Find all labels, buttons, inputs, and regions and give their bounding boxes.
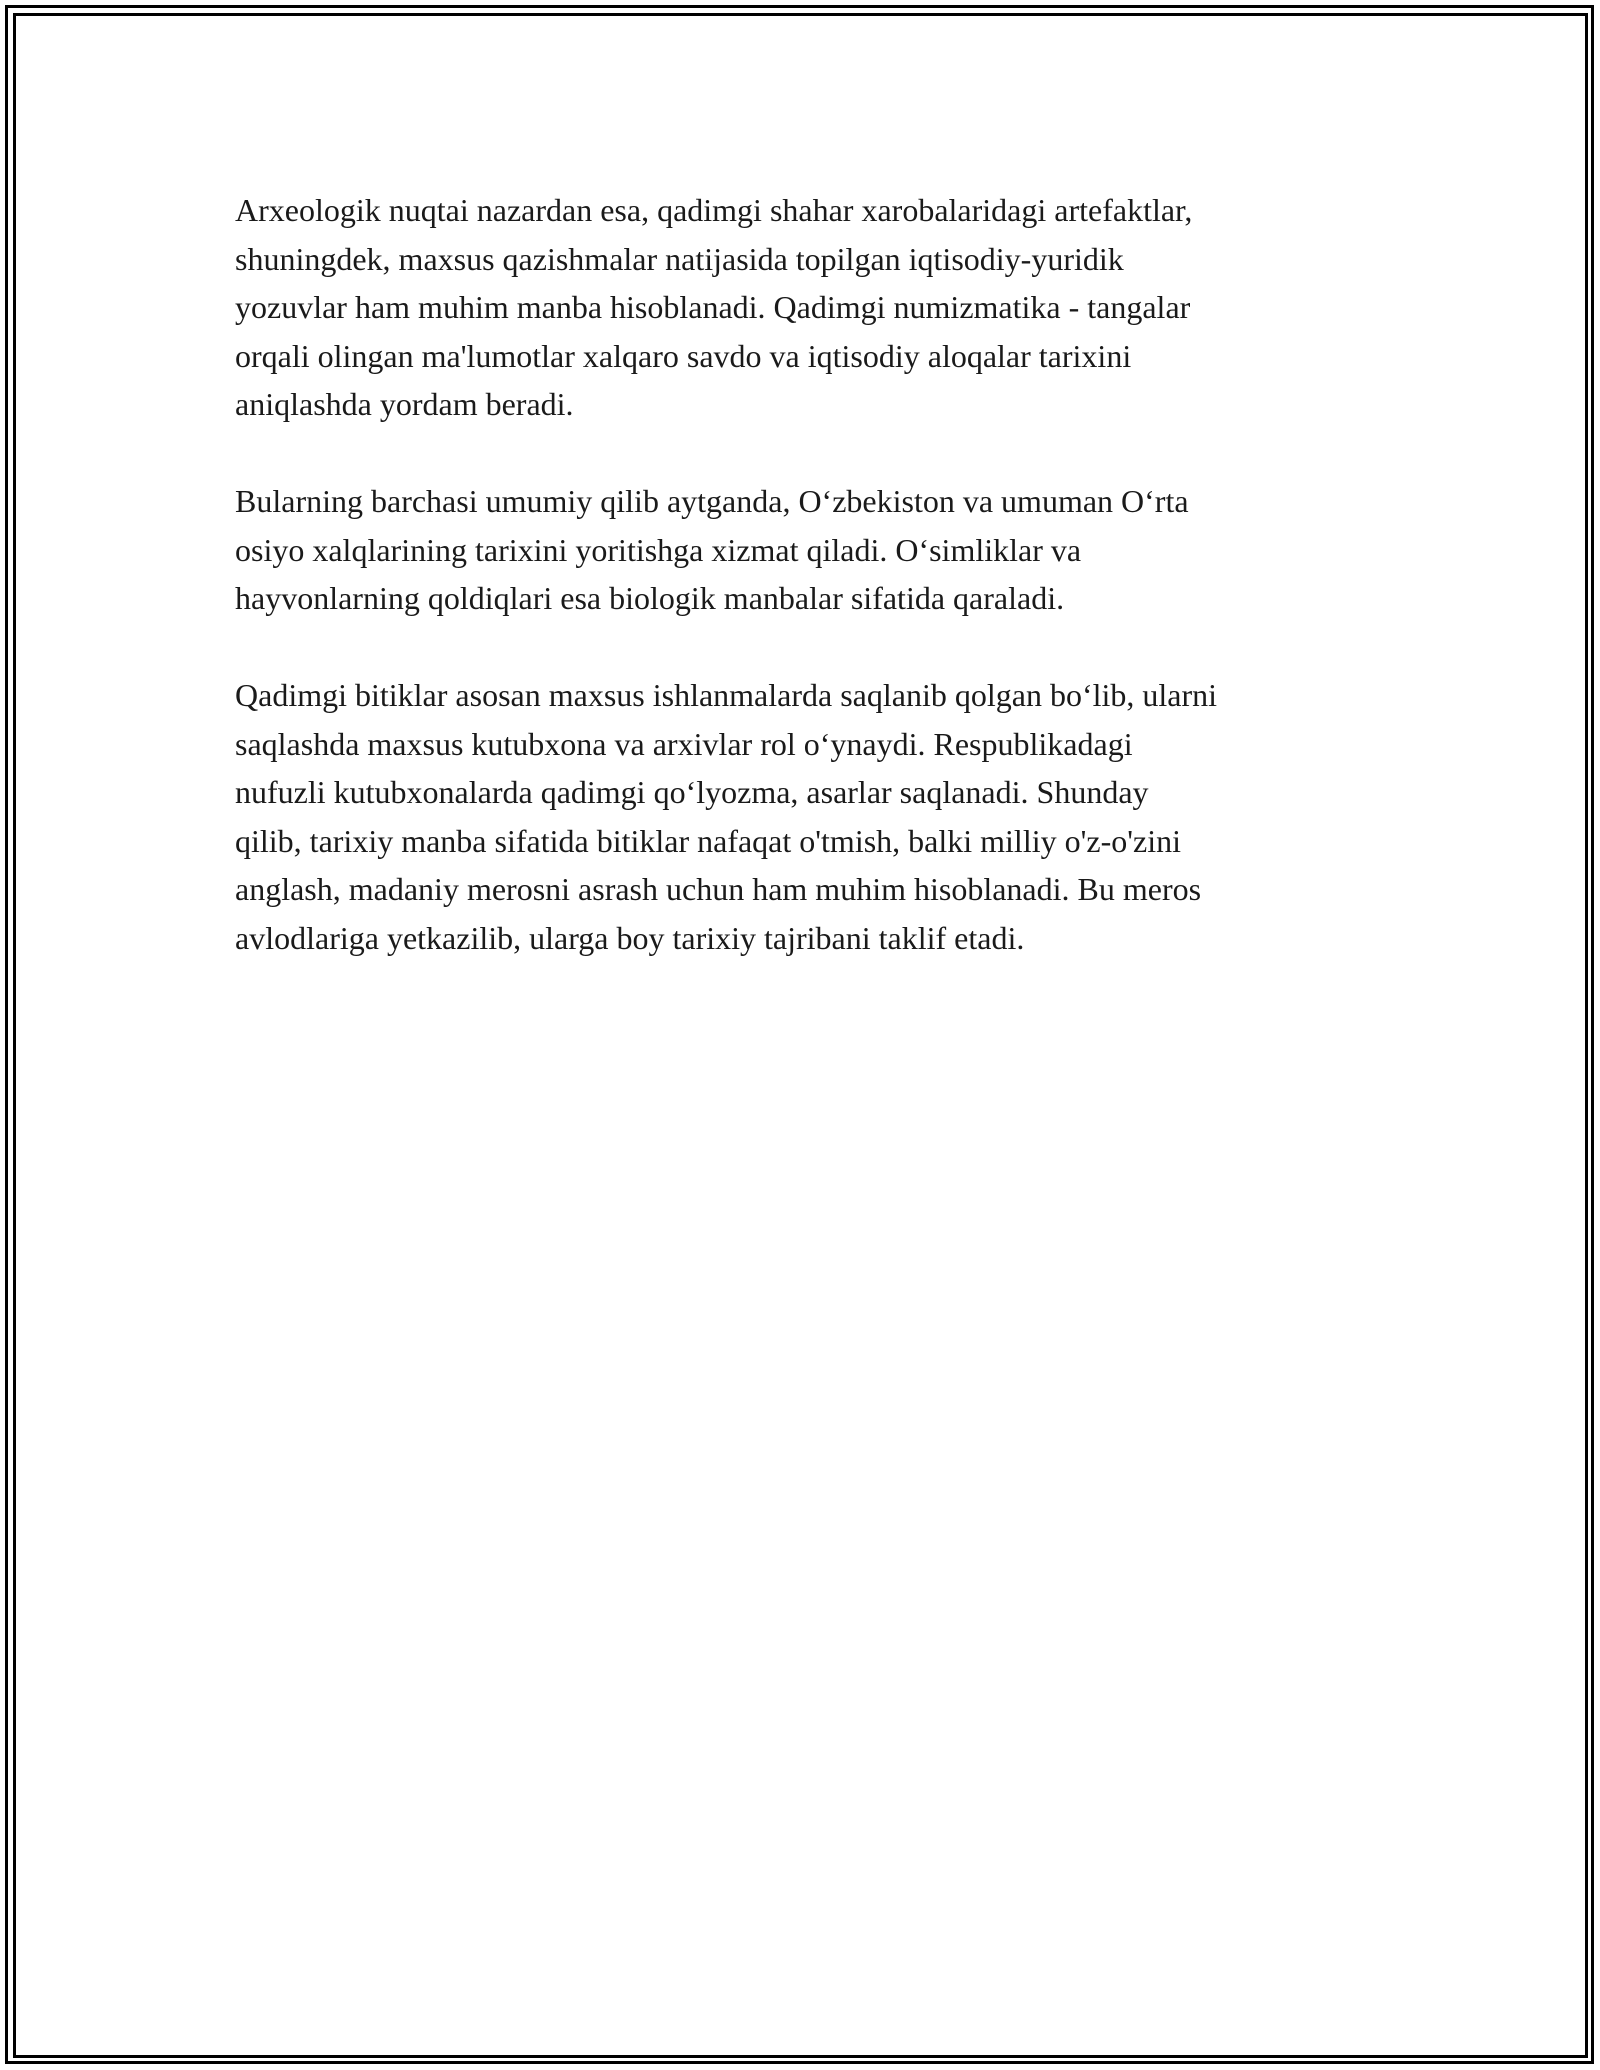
paragraph-line: osiyo xalqlarining tarixini yoritishga xizmat qiladi. O‘simliklar va bbox=[235, 531, 1082, 568]
paragraph-line: yozuvlar ham muhim manba hisoblanadi. Qadimgi numizmatika - tangalar bbox=[235, 289, 1191, 325]
paragraph-3 bbox=[235, 671, 1375, 962]
paragraph-line: aniqlashda yordam beradi. bbox=[235, 386, 574, 422]
paragraph-line: Qadimgi bitiklar asosan maxsus ishlanmalarda saqlanib qolgan bo‘lib, ularni bbox=[235, 677, 1218, 713]
paragraph-line: qilib, tarixiy manba sifatida bitiklar nafaqat o'tmish, balki milliy o'z-o'zini bbox=[235, 822, 1181, 859]
paragraph-line: orqali olingan ma'lumotlar xalqaro savdo va iqtisodiy aloqalar tarixini bbox=[235, 337, 1132, 374]
document-body bbox=[235, 186, 1375, 1011]
paragraph-line: hayvonlarning qoldiqlari esa biologik manbalar sifatida qaraladi. bbox=[235, 580, 1065, 616]
paragraph-line: avlodlariga yetkazilib, ularga boy tarixiy tajribani taklif etadi. bbox=[235, 919, 1025, 956]
paragraph-line: anglash, madaniy merosni asrash uchun ham muhim hisoblanadi. Bu meros bbox=[235, 871, 1202, 907]
paragraph-line: shuningdek, maxsus qazishmalar natijasida topilgan iqtisodiy-yuridik bbox=[235, 240, 1124, 277]
paragraph-2 bbox=[235, 477, 1375, 623]
paragraph-line: nufuzli kutubxonalarda qadimgi qo‘lyozma, asarlar saqlanadi. Shunday bbox=[235, 774, 1149, 810]
paragraph-line: Bularning barchasi umumiy qilib aytganda, O‘zbekiston va umuman O‘rta bbox=[235, 483, 1189, 519]
paragraph-line: saqlashda maxsus kutubxona va arxivlar rol o‘ynaydi. Respublikadagi bbox=[235, 725, 1133, 762]
paragraph-line: Arxeologik nuqtai nazardan esa, qadimgi shahar xarobalaridagi artefaktlar, bbox=[235, 192, 1193, 228]
paragraph-1 bbox=[235, 186, 1375, 429]
